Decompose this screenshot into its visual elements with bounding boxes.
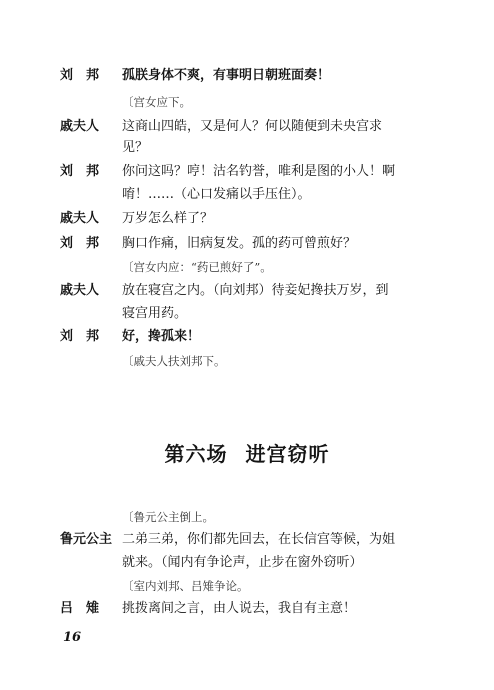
speaker-name: 戚夫人	[60, 119, 100, 134]
page-number: 16	[63, 630, 82, 645]
stage-direction-text: 〔室内刘邦、吕雉争论。	[122, 579, 249, 593]
dialogue-text: 胸口作痛，旧病复发。孤的药可曾煎好？	[122, 236, 357, 251]
dialogue-text: 好，搀孤来！	[122, 329, 201, 344]
speaker-name: 刘 邦	[60, 236, 100, 251]
speaker-name: 刘 邦	[60, 329, 100, 344]
dialogue-text-continued: 就来。（闻内有争论声，止步在窗外窃听）	[122, 555, 363, 570]
dialogue-text: 放在寝宫之内。（向刘邦）待妾妃搀扶万岁，到	[122, 283, 389, 298]
speaker-name: 刘 邦	[60, 164, 100, 179]
scene-number: 第六场	[164, 442, 228, 466]
dialogue-text-continued: 寝宫用药。	[122, 306, 188, 321]
dialogue-text: 挑拨离间之言，由人说去，我自有主意！	[122, 601, 357, 616]
dialogue-text: 你问这吗？哼！沽名钓誉，唯利是图的小人！啊	[122, 164, 396, 179]
scene-title: 进宫窃听	[245, 442, 330, 466]
dialogue-text-continued: 见？	[122, 140, 149, 155]
dialogue-text: 孤朕身体不爽，有事明日朝班面奏！	[122, 68, 331, 83]
speaker-name: 戚夫人	[60, 211, 100, 226]
dialogue-text: 万岁怎么样了？	[122, 211, 214, 226]
stage-direction-text: 〔宫女应下。	[122, 95, 191, 109]
speaker-name: 吕 雉	[60, 601, 100, 616]
speaker-name: 鲁元公主	[60, 532, 113, 547]
speaker-name: 刘 邦	[60, 68, 100, 83]
dialogue-text: 这商山四皓，又是何人？何以随便到未央宫求	[122, 119, 383, 134]
dialogue-text: 二弟三弟，你们都先回去，在长信宫等候，为姐	[122, 532, 396, 547]
stage-direction-text: 〔宫女内应：“药已煎好了”。	[122, 260, 272, 274]
dialogue-text-continued: 唷！……（心口发痛以手压住）。	[122, 187, 311, 202]
stage-direction-text: 〔戚夫人扶刘邦下。	[122, 354, 226, 368]
stage-direction-text: 〔鲁元公主倒上。	[122, 510, 214, 524]
scene-heading	[0, 438, 494, 467]
speaker-name: 戚夫人	[60, 283, 100, 298]
